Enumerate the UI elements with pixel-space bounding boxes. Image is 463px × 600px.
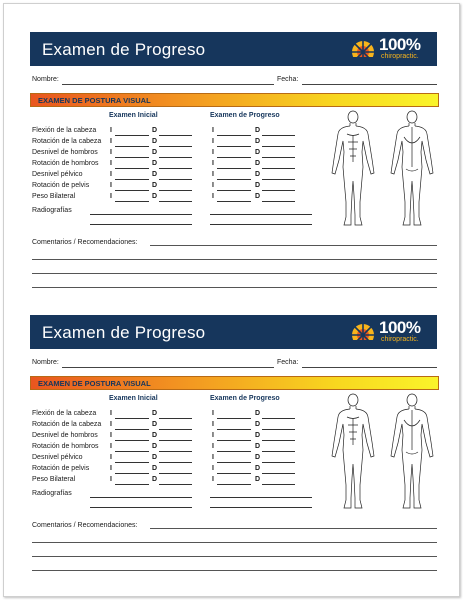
body-back-icon bbox=[391, 394, 433, 508]
right-mark: D bbox=[255, 465, 261, 472]
left-mark: I bbox=[212, 476, 214, 483]
row-label: Desnivel de hombros bbox=[32, 432, 98, 439]
right-mark: D bbox=[152, 476, 158, 483]
initial-right-field[interactable] bbox=[159, 135, 192, 136]
date-label: Fecha: bbox=[277, 359, 299, 366]
right-mark: D bbox=[255, 476, 261, 483]
name-field[interactable] bbox=[62, 84, 274, 85]
progress-exam-form-top bbox=[4, 4, 459, 294]
form-title: Examen de Progreso bbox=[42, 323, 206, 342]
progress-left-field[interactable] bbox=[217, 484, 251, 485]
progress-left-field[interactable] bbox=[217, 157, 251, 158]
section-bar bbox=[30, 93, 439, 107]
right-mark: D bbox=[255, 443, 261, 450]
right-mark: D bbox=[152, 465, 158, 472]
initial-right-field[interactable] bbox=[159, 179, 192, 180]
right-mark: D bbox=[255, 160, 261, 167]
initial-left-field[interactable] bbox=[115, 201, 149, 202]
right-mark: D bbox=[255, 171, 261, 178]
posture-row bbox=[32, 476, 322, 487]
section-bar bbox=[30, 376, 439, 390]
progress-right-field[interactable] bbox=[262, 135, 295, 136]
logo-brand: chiropractic. bbox=[381, 336, 419, 343]
form-title: Examen de Progreso bbox=[42, 40, 206, 59]
initial-left-field[interactable] bbox=[115, 418, 149, 419]
progress-left-field[interactable] bbox=[217, 429, 251, 430]
body-figures bbox=[326, 390, 440, 515]
right-mark: D bbox=[255, 193, 261, 200]
section-title: EXAMEN DE POSTURA VISUAL bbox=[38, 378, 151, 388]
name-label: Nombre: bbox=[32, 359, 59, 366]
row-label: Rotación de pelvis bbox=[32, 465, 90, 472]
initial-right-field[interactable] bbox=[159, 190, 192, 191]
left-mark: I bbox=[110, 149, 112, 156]
posture-row bbox=[32, 138, 322, 149]
initial-left-field[interactable] bbox=[115, 440, 149, 441]
initial-right-field[interactable] bbox=[159, 440, 192, 441]
right-mark: D bbox=[255, 410, 261, 417]
right-mark: D bbox=[255, 421, 261, 428]
right-mark: D bbox=[152, 160, 158, 167]
progress-right-field[interactable] bbox=[262, 190, 295, 191]
left-mark: I bbox=[212, 454, 214, 461]
radiografias-initial-line-2[interactable] bbox=[90, 224, 192, 225]
right-mark: D bbox=[255, 182, 261, 189]
right-mark: D bbox=[255, 432, 261, 439]
sunburst-logo-icon bbox=[348, 35, 378, 63]
progress-left-field[interactable] bbox=[217, 146, 251, 147]
radiografias-section bbox=[32, 490, 72, 497]
initial-right-field[interactable] bbox=[159, 168, 192, 169]
initial-right-field[interactable] bbox=[159, 429, 192, 430]
row-label: Flexión de la cabeza bbox=[32, 127, 97, 134]
initial-left-field[interactable] bbox=[115, 146, 149, 147]
radiografias-progress-line-1[interactable] bbox=[210, 497, 312, 498]
comments-line-1[interactable] bbox=[150, 528, 437, 529]
form-header bbox=[30, 315, 437, 349]
left-mark: I bbox=[212, 127, 214, 134]
column-initial-exam: Examen Inicial bbox=[109, 395, 158, 402]
comments-line-2[interactable] bbox=[32, 542, 437, 543]
posture-row bbox=[32, 421, 322, 432]
radiografias-progress-line-1[interactable] bbox=[210, 214, 312, 215]
progress-left-field[interactable] bbox=[217, 190, 251, 191]
date-field[interactable] bbox=[302, 367, 437, 368]
left-mark: I bbox=[110, 432, 112, 439]
form-header bbox=[30, 32, 437, 66]
date-label: Fecha: bbox=[277, 76, 299, 83]
body-back-icon bbox=[391, 111, 433, 225]
posture-row bbox=[32, 171, 322, 182]
comments-line-4[interactable] bbox=[32, 570, 437, 571]
left-mark: I bbox=[212, 160, 214, 167]
comments-line-1[interactable] bbox=[150, 245, 437, 246]
progress-right-field[interactable] bbox=[262, 157, 295, 158]
initial-right-field[interactable] bbox=[159, 146, 192, 147]
progress-right-field[interactable] bbox=[262, 440, 295, 441]
progress-exam-form-bottom bbox=[4, 287, 459, 577]
posture-row bbox=[32, 160, 322, 171]
row-label: Rotación de la cabeza bbox=[32, 138, 102, 145]
right-mark: D bbox=[152, 454, 158, 461]
document-page bbox=[3, 3, 460, 597]
right-mark: D bbox=[152, 193, 158, 200]
progress-left-field[interactable] bbox=[217, 451, 251, 452]
progress-left-field[interactable] bbox=[217, 440, 251, 441]
posture-row bbox=[32, 465, 322, 476]
progress-left-field[interactable] bbox=[217, 473, 251, 474]
comments-line-3[interactable] bbox=[32, 273, 437, 274]
column-progress-exam: Examen de Progreso bbox=[210, 112, 280, 119]
progress-right-field[interactable] bbox=[262, 473, 295, 474]
progress-left-field[interactable] bbox=[217, 418, 251, 419]
progress-right-field[interactable] bbox=[262, 484, 295, 485]
initial-left-field[interactable] bbox=[115, 190, 149, 191]
right-mark: D bbox=[255, 127, 261, 134]
posture-row bbox=[32, 454, 322, 465]
body-front-icon bbox=[332, 394, 374, 508]
initial-right-field[interactable] bbox=[159, 473, 192, 474]
section-title: EXAMEN DE POSTURA VISUAL bbox=[38, 95, 151, 105]
posture-rows bbox=[32, 410, 322, 487]
progress-right-field[interactable] bbox=[262, 462, 295, 463]
body-figures bbox=[326, 107, 440, 232]
radiografias-initial-line-2[interactable] bbox=[90, 507, 192, 508]
initial-left-field[interactable] bbox=[115, 135, 149, 136]
left-mark: I bbox=[212, 432, 214, 439]
left-mark: I bbox=[110, 443, 112, 450]
row-label: Peso Bilateral bbox=[32, 193, 76, 200]
right-mark: D bbox=[255, 138, 261, 145]
initial-right-field[interactable] bbox=[159, 484, 192, 485]
row-label: Desnivel pélvico bbox=[32, 171, 83, 178]
radiografias-progress-line-2[interactable] bbox=[210, 224, 312, 225]
radiografias-section bbox=[32, 207, 72, 214]
initial-left-field[interactable] bbox=[115, 157, 149, 158]
left-mark: I bbox=[212, 193, 214, 200]
radiografias-initial-line-1[interactable] bbox=[90, 497, 192, 498]
progress-left-field[interactable] bbox=[217, 168, 251, 169]
right-mark: D bbox=[152, 410, 158, 417]
posture-row bbox=[32, 410, 322, 421]
progress-left-field[interactable] bbox=[217, 179, 251, 180]
left-mark: I bbox=[110, 410, 112, 417]
right-mark: D bbox=[152, 149, 158, 156]
comments-line-3[interactable] bbox=[32, 556, 437, 557]
posture-row bbox=[32, 193, 322, 204]
posture-row bbox=[32, 182, 322, 193]
posture-row bbox=[32, 149, 322, 160]
column-initial-exam: Examen Inicial bbox=[109, 112, 158, 119]
radiografias-progress-line-2[interactable] bbox=[210, 507, 312, 508]
name-label: Nombre: bbox=[32, 76, 59, 83]
right-mark: D bbox=[152, 182, 158, 189]
column-progress-exam: Examen de Progreso bbox=[210, 395, 280, 402]
initial-right-field[interactable] bbox=[159, 462, 192, 463]
comments-label: Comentarios / Recomendaciones: bbox=[32, 239, 138, 246]
name-date-row bbox=[32, 76, 437, 88]
progress-left-field[interactable] bbox=[217, 201, 251, 202]
initial-left-field[interactable] bbox=[115, 429, 149, 430]
left-mark: I bbox=[110, 127, 112, 134]
right-mark: D bbox=[255, 149, 261, 156]
posture-rows bbox=[32, 127, 322, 204]
left-mark: I bbox=[110, 476, 112, 483]
progress-left-field[interactable] bbox=[217, 135, 251, 136]
initial-left-field[interactable] bbox=[115, 451, 149, 452]
right-mark: D bbox=[152, 171, 158, 178]
left-mark: I bbox=[110, 171, 112, 178]
left-mark: I bbox=[110, 160, 112, 167]
right-mark: D bbox=[152, 443, 158, 450]
initial-left-field[interactable] bbox=[115, 179, 149, 180]
left-mark: I bbox=[110, 182, 112, 189]
right-mark: D bbox=[255, 454, 261, 461]
left-mark: I bbox=[110, 454, 112, 461]
progress-right-field[interactable] bbox=[262, 418, 295, 419]
left-mark: I bbox=[212, 465, 214, 472]
name-field[interactable] bbox=[62, 367, 274, 368]
right-mark: D bbox=[152, 138, 158, 145]
left-mark: I bbox=[110, 138, 112, 145]
initial-right-field[interactable] bbox=[159, 157, 192, 158]
initial-left-field[interactable] bbox=[115, 473, 149, 474]
progress-left-field[interactable] bbox=[217, 462, 251, 463]
posture-row bbox=[32, 127, 322, 138]
row-label: Peso Bilateral bbox=[32, 476, 76, 483]
row-label: Flexión de la cabeza bbox=[32, 410, 97, 417]
left-mark: I bbox=[110, 193, 112, 200]
progress-right-field[interactable] bbox=[262, 201, 295, 202]
radiografias-label: Radiografías bbox=[32, 490, 72, 497]
left-mark: I bbox=[212, 443, 214, 450]
row-label: Desnivel de hombros bbox=[32, 149, 98, 156]
row-label: Rotación de pelvis bbox=[32, 182, 90, 189]
sunburst-logo-icon bbox=[348, 318, 378, 346]
left-mark: I bbox=[212, 149, 214, 156]
brand-logo bbox=[348, 35, 434, 63]
comments-label: Comentarios / Recomendaciones: bbox=[32, 522, 138, 529]
comments-line-2[interactable] bbox=[32, 259, 437, 260]
radiografias-initial-line-1[interactable] bbox=[90, 214, 192, 215]
progress-right-field[interactable] bbox=[262, 146, 295, 147]
radiografias-label: Radiografías bbox=[32, 207, 72, 214]
posture-row bbox=[32, 443, 322, 454]
left-mark: I bbox=[110, 421, 112, 428]
logo-brand: chiropractic. bbox=[381, 53, 419, 60]
body-front-icon bbox=[332, 111, 374, 225]
initial-left-field[interactable] bbox=[115, 168, 149, 169]
date-field[interactable] bbox=[302, 84, 437, 85]
row-label: Desnivel pélvico bbox=[32, 454, 83, 461]
right-mark: D bbox=[152, 421, 158, 428]
initial-right-field[interactable] bbox=[159, 201, 192, 202]
initial-left-field[interactable] bbox=[115, 484, 149, 485]
left-mark: I bbox=[212, 410, 214, 417]
logo-percent: 100% bbox=[379, 318, 421, 337]
row-label: Rotación de hombros bbox=[32, 160, 99, 167]
initial-right-field[interactable] bbox=[159, 451, 192, 452]
logo-percent: 100% bbox=[379, 35, 421, 54]
row-label: Rotación de la cabeza bbox=[32, 421, 102, 428]
left-mark: I bbox=[110, 465, 112, 472]
brand-logo bbox=[348, 318, 434, 346]
name-date-row bbox=[32, 359, 437, 371]
progress-right-field[interactable] bbox=[262, 429, 295, 430]
progress-right-field[interactable] bbox=[262, 179, 295, 180]
left-mark: I bbox=[212, 171, 214, 178]
right-mark: D bbox=[152, 432, 158, 439]
posture-row bbox=[32, 432, 322, 443]
left-mark: I bbox=[212, 138, 214, 145]
row-label: Rotación de hombros bbox=[32, 443, 99, 450]
right-mark: D bbox=[152, 127, 158, 134]
initial-right-field[interactable] bbox=[159, 418, 192, 419]
left-mark: I bbox=[212, 182, 214, 189]
progress-right-field[interactable] bbox=[262, 451, 295, 452]
left-mark: I bbox=[212, 421, 214, 428]
progress-right-field[interactable] bbox=[262, 168, 295, 169]
initial-left-field[interactable] bbox=[115, 462, 149, 463]
